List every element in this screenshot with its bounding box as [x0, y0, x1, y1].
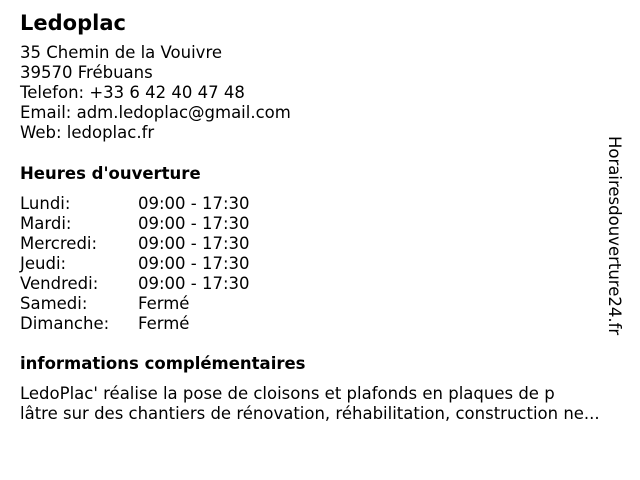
email-address: Email: adm.ledoplac@gmail.com	[20, 103, 291, 122]
opening-hours-table	[20, 194, 250, 334]
additional-info-heading: informations complémentaires	[20, 354, 306, 373]
website: Web: ledoplac.fr	[20, 123, 155, 142]
time-range: 09:00 - 17:30	[138, 194, 250, 213]
day-label: Mercredi:	[20, 234, 98, 253]
day-label: Mardi:	[20, 214, 72, 233]
time-range: 09:00 - 17:30	[138, 274, 250, 293]
time-range: 09:00 - 17:30	[138, 214, 250, 233]
hours-row-friday	[20, 274, 250, 294]
business-name: Ledoplac	[20, 11, 126, 35]
site-watermark: Horairesdouverture24.fr	[605, 136, 624, 336]
business-description	[20, 384, 632, 424]
street-address: 35 Chemin de la Vouivre	[20, 43, 223, 62]
day-label: Vendredi:	[20, 274, 99, 293]
time-range: Fermé	[138, 314, 190, 333]
day-label: Dimanche:	[20, 314, 110, 333]
description-line: LedoPlac' réalise la pose de cloisons et plafonds en plaques de p	[20, 384, 555, 403]
description-line: lâtre sur des chantiers de rénovation, réhabilitation, construction ne...	[20, 404, 600, 423]
phone-number: Telefon: +33 6 42 40 47 48	[20, 83, 245, 102]
hours-row-monday	[20, 194, 250, 214]
time-range: 09:00 - 17:30	[138, 234, 250, 253]
city-postcode: 39570 Frébuans	[20, 63, 153, 82]
day-label: Samedi:	[20, 294, 88, 313]
hours-row-tuesday	[20, 214, 250, 234]
time-range: 09:00 - 17:30	[138, 254, 250, 273]
hours-row-thursday	[20, 254, 250, 274]
hours-row-sunday	[20, 314, 250, 334]
day-label: Jeudi:	[20, 254, 67, 273]
contact-block	[20, 43, 291, 143]
day-label: Lundi:	[20, 194, 71, 213]
opening-hours-heading: Heures d'ouverture	[20, 164, 201, 183]
hours-row-wednesday	[20, 234, 250, 254]
hours-row-saturday	[20, 294, 250, 314]
time-range: Fermé	[138, 294, 190, 313]
